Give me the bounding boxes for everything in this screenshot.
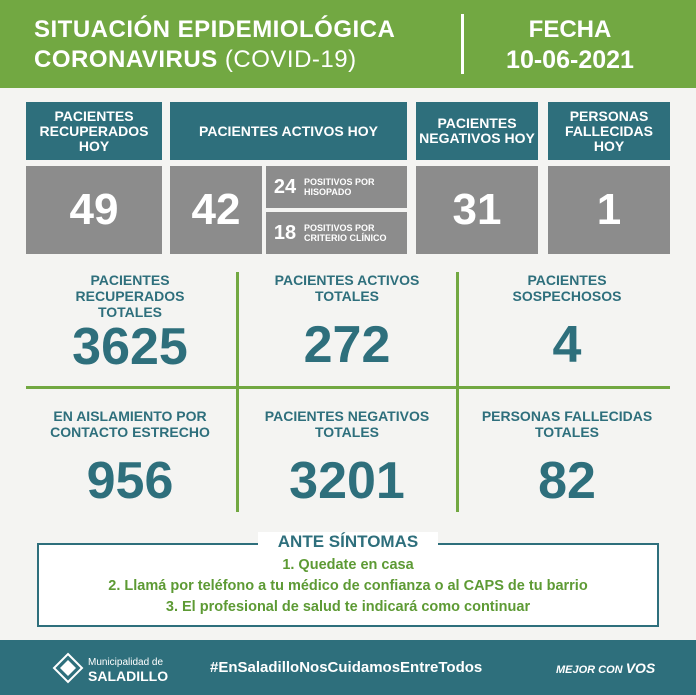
negative-total-value: 3201 xyxy=(289,452,405,510)
hospitalized-value: 24 xyxy=(273,175,297,198)
grid-vline-right xyxy=(456,272,459,512)
active-total-value: 272 xyxy=(303,316,391,374)
active-total-stat xyxy=(244,272,450,372)
suspected-label: PACIENTES SOSPECHOSOS xyxy=(512,272,622,304)
negative-total-label: PACIENTES NEGATIVOS TOTALES xyxy=(264,408,430,440)
recovered-today-box xyxy=(26,166,162,254)
isolation-value: 956 xyxy=(86,452,174,510)
deceased-total-label: PERSONAS FALLECIDAS TOTALES xyxy=(481,408,653,440)
recovered-total-stat xyxy=(30,272,230,374)
active-today-header: PACIENTES ACTIVOS HOY xyxy=(170,102,407,160)
symptoms-step-1: 1. Quedate en casa xyxy=(282,557,414,573)
symptoms-title: ANTE SÍNTOMAS xyxy=(258,532,438,552)
negative-total-stat xyxy=(244,408,450,508)
isolation-label: EN AISLAMIENTO POR CONTACTO ESTRECHO xyxy=(50,408,210,440)
negative-today-value: 31 xyxy=(452,185,502,234)
header-divider xyxy=(461,14,464,74)
symptoms-step-3: 3. El profesional de salud te indicará como continuar xyxy=(165,599,531,615)
recovered-total-value: 3625 xyxy=(72,318,188,376)
footer-hashtag: #EnSaladilloNosCuidamosEntreTodos xyxy=(210,659,483,676)
grid-vline-left xyxy=(236,272,239,512)
recovered-today-header: PACIENTES RECUPERADOS HOY xyxy=(26,102,162,160)
active-total-label: PACIENTES ACTIVOS TOTALES xyxy=(274,272,420,304)
deceased-today-header: PERSONAS FALLECIDAS HOY xyxy=(548,102,670,160)
isolation-stat xyxy=(30,408,230,508)
clinical-row xyxy=(266,212,407,254)
deceased-total-value: 82 xyxy=(538,452,596,510)
title-line-1: SITUACIÓN EPIDEMIOLÓGICA xyxy=(34,16,396,43)
hospitalized-row xyxy=(266,166,407,208)
footer-municipality-name: SALADILLO xyxy=(88,668,169,684)
deceased-today-box xyxy=(548,166,670,254)
clinical-label: POSITIVOS POR CRITERIO CLÍNICO xyxy=(304,223,387,243)
negative-today-box xyxy=(416,166,538,254)
grid-hline xyxy=(26,386,670,389)
clinical-value: 18 xyxy=(273,221,297,244)
deceased-today-value: 1 xyxy=(596,185,622,234)
hospitalized-label: POSITIVOS POR HISOPADO xyxy=(304,177,375,197)
recovered-total-label: PACIENTES RECUPERADOS TOTALES xyxy=(75,272,185,320)
suspected-value: 4 xyxy=(552,316,582,374)
recovered-today-value: 49 xyxy=(69,185,119,234)
active-today-value: 42 xyxy=(191,185,241,234)
active-today-box xyxy=(170,166,262,254)
suspected-stat xyxy=(464,272,670,372)
date-value: 10-06-2021 xyxy=(506,46,634,74)
symptoms-step-2: 2. Llamá por teléfono a tu médico de confianza o al CAPS de tu barrio xyxy=(108,578,588,594)
negative-today-header: PACIENTES NEGATIVOS HOY xyxy=(416,102,538,160)
footer-motto: MEJOR CON VOS xyxy=(556,660,656,676)
footer-municipality-small: Municipalidad de xyxy=(88,657,164,668)
date-label: FECHA xyxy=(528,16,612,43)
deceased-total-stat xyxy=(464,408,670,508)
municipality-logo-icon xyxy=(52,652,84,684)
title-line-2: CORONAVIRUS (COVID-19) xyxy=(34,46,357,73)
